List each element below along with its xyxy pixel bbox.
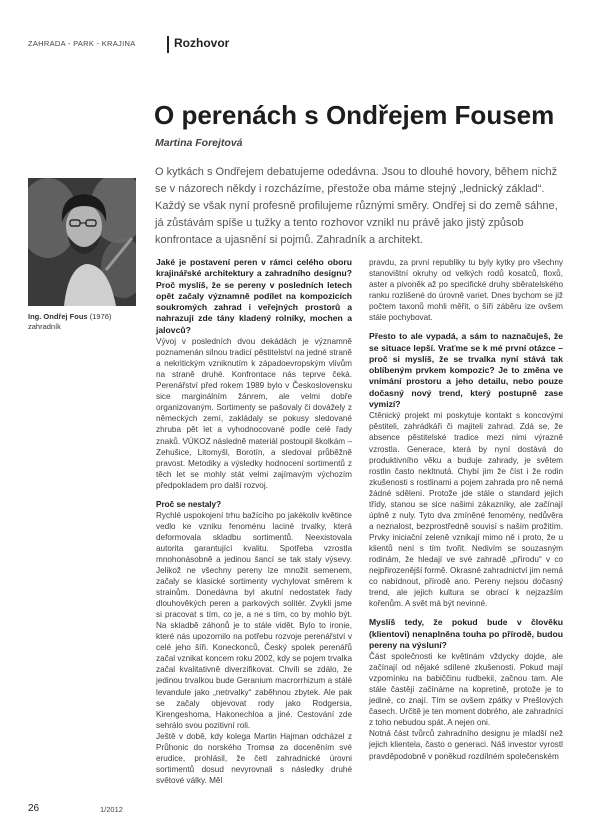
interview-answer: Notná část tvůrců zahradního designu je mladší než jejich klientela, často o generaci. Náš investor vyrostl pravděpodobně v poněkud rozdílném společenském <box>369 729 563 761</box>
left-text-column <box>156 257 352 786</box>
caption-name: Ing. Ondřej Fous <box>28 312 88 321</box>
interview-answer: Část společnosti ke květinám vždycky dojde, ale začínají od nějaké sdílené zkušenosti. Pokud mají vzpomínku na babiččinu rudbekii, začnou tam. Ale stále častěji začínáme na kopretině, protože je to jediné, co znají. Tím se ovšem zpátky v Prešlových časech. Určitě je ten moment dobrého, ale zahradníci z toho nebudou spát. A nejen oni. <box>369 652 563 728</box>
section-name: Rozhovor <box>174 36 230 50</box>
caption-role: zahradník <box>28 322 61 331</box>
interview-answer: Ctěnický projekt mi poskytuje kontakt s koncovými pěstiteli, zahrádkáři či majiteli zahrad. Zdá se, že absence pěstitelské tradice mezi nimi výrazně vzrostla. Generace, která by nyní dostává do produktivního věku a buduje zahrady, je světem rostlin často nekltnutá. Chybí jim že číst i že rodin zkušenosti s rostlinami a pojem zahrada pro ně nemá žádné sdělení. Protože jde stále o standard jejich třídy, stanou se sice našimi zákazníky, ale začínají úplně z nuly. Tyto dva zmíněné fenomény, nedůvěra a neznalost, bezprostředně souvisí s naším prožitím. Prvky iniciační zeleně vznikají mimo ně i proto, že u klientů není s tím tvořit. Nedivím se souzasným rodinám, že hledají ve své zahradě „přírodu“ v co nejpřirozenější formě. Okrasné zahradnictví jim nemá co nabídnout, přírodě ano. Pereny nejsou dočasný trend, ale jejich kultura se obrací k nejzazším kořenům. A svět má být nevinné. <box>369 411 563 609</box>
section-header <box>28 36 328 54</box>
portrait-photo <box>28 178 136 306</box>
portrait-image <box>28 178 136 306</box>
magazine-section-label: ZAHRADA - PARK - KRAJINA <box>28 39 136 48</box>
page-number: 26 <box>28 803 40 814</box>
interview-question: Myslíš tedy, že pokud bude v člověku (klientovi) nenaplněna touha po přírodě, budou pereny na výsluní? <box>369 617 563 650</box>
interview-answer: Rychlé uspokojení trhu bažícího po jakékoliv květince vedlo ke vzniku fenoménu laciné trvalky, která deformovala skladbu sortimentů. Neexistovala autorita garantující kvalitu. Spotřeba vzrostla mnohonásobně a jedinou šancí se tak staly výsevy. Jelikož ne všechny pereny lze množit semenem, začaly se klasické sortimenty vychylovat směrem k strainům. Donedávna byl akutní nedostatek řady dlouhověkých peren a parkových solitér. Zvykli jsme si pracovat s tím, co je, a ne s tím, co by mohlo být. Na skladbě záhonů je to stále vidět. Bylo to ironie, které nás upozornilo na potřebu rozvoje perenářství v celé jeho šíři. Koneckonců, Český spolek perenářů začal vznikat koncem roku 2002, kdy se pojem trvalka začal kvalitativně diverzifikovat. Chvíli se zdálo, že jedinou trvalkou bude Geranium macrorrhizum a stálé levandule jako „netrvalky“ zaběhnou zbytek. Ale pak se začaly objevovat rody jako Rodgersia, Kirengeshoma, Hakonechloa a jiné. Cestování zde sehrálo svou pozitivní roli. <box>156 510 352 730</box>
interview-subquestion: Proč se nestaly? <box>156 499 222 509</box>
caption-year: (1976) <box>89 312 112 321</box>
portrait-caption <box>28 312 143 332</box>
header-divider <box>167 36 169 53</box>
article-title: O perenách s Ondřejem Fousem <box>154 100 555 130</box>
interview-question: Přesto to ale vypadá, a sám to naznačuješ, že se situace lepší. Vraťme se k mé první otázce – proč si myslíš, že se trvalka nyní stává tak oblíbeným prvkem kompozic? Je to změna ve vnímání prostoru a jeho detailu, nebo pouze dočasný nový trend, který postupně zase vymizí? <box>369 331 563 410</box>
interview-answer: pravdu, za první republiky tu byly kytky pro všechny stanovištní okruhy od velkých rodů kosatců, floxů, aster a pivoněk až po specifické druhy sběratelského ranku rozlišené do úrovně variet. Dnes bychom se již počtem taxonů mohli měřit, o šíři záběru ize ovšem stále pochybovat. <box>369 258 563 323</box>
article-author: Martina Forejtová <box>155 137 243 149</box>
interview-answer: Vývoj v posledních dvou dekádách je významně poznamenán silnou tradicí pěstitelství na jedné straně a nekritickým vzniknutím k západoevropským vlivům na straně druhé. Konfrontace nás teprve čeká. Perenářství před rokem 1989 bylo v Československu sice marginálním žánrem, ale velmi dobře organizovaným. Sortimenty se pašovaly či dovážely z německých zemí, zakládaly se pokusy sledované zhruba pět let a vyhodnocované podle celé řady znaků. VÚKOZ následně materiál postoupil školkám – Zehušice, Litomyšl, Borotín, a sledoval průběžně pravost. Metodiky a výsledky hodnocení sortimentů z těch let se mohly stát velmi zajímavým výchozím předpokladem pro další rozvoj. <box>156 337 352 490</box>
article-lead: O kytkách s Ondřejem debatujeme odedávna. Jsou to dlouhé hovory, během nichž se v názorech někdy i rozcházíme, přestože oba máme stejný „lednický základ“. Každý se však nyní profesně profilujeme různými směry. Ondřej si do země sáhne, já zůstávám spíše u tužky a tento rozhovor vznikl nu právě jako jistý způsob konfrontace a ujasnění si pojmů. Zahradník a architekt. <box>155 166 558 246</box>
interview-question: Jaké je postavení peren v rámci celého oboru krajinářské architektury a zahradního designu? Proč myslíš, že se pereny v posledních letech opět začaly významně podílet na kompozicích soukromých zahrad i veřejných prostorů a nahrazují zde tány kladený rolníky, mochen a jalovců? <box>156 257 352 335</box>
right-text-column <box>369 257 563 762</box>
interview-answer: Ještě v době, kdy kolega Martin Hajman odcházel z Průhonic do norského Tromsø za doceněním své erudice, prohlásil, že četl zahradnické úrovni sortimentů dosud nevyrovnali s následky druhé světové války. Měl <box>156 731 352 785</box>
issue-number: 1/2012 <box>100 805 123 814</box>
